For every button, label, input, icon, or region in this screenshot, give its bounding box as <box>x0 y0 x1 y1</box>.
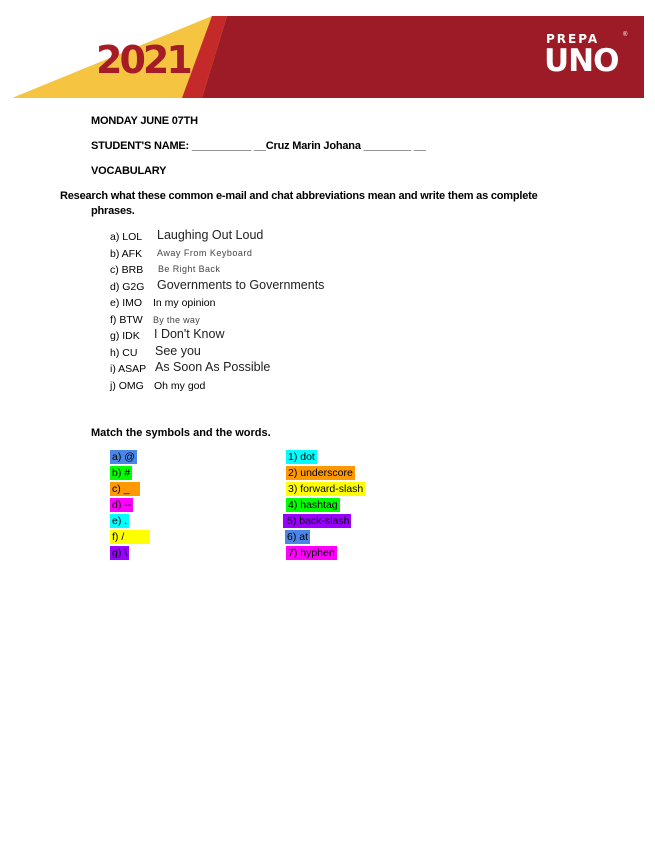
answer: See you <box>155 343 201 358</box>
word-item: 5) back-slash <box>283 514 351 528</box>
abbreviation: b) AFK <box>110 247 143 260</box>
answer: Governments to Governments <box>157 277 325 292</box>
word-item: 3) forward-slash <box>288 483 364 495</box>
abbreviation: i) ASAP <box>110 363 147 375</box>
answer: Oh my god <box>154 379 206 392</box>
symbol-item: b) # <box>112 467 131 479</box>
word-item: 7) hyphen <box>288 547 335 559</box>
match-title: Match the symbols and the words. <box>91 427 271 439</box>
brand-logo-top: PREPA <box>546 32 600 46</box>
abbreviation: e) IMO <box>110 297 143 309</box>
abbreviation: g) IDK <box>110 330 140 342</box>
answer: By the way <box>153 314 201 325</box>
registered-mark: ® <box>623 32 628 38</box>
answer: I Don't Know <box>154 327 225 341</box>
abbreviation: j) OMG <box>110 379 144 392</box>
instructions-line-2: phrases. <box>91 205 135 217</box>
instructions <box>60 189 620 219</box>
date-heading: MONDAY JUNE 07TH <box>91 115 198 127</box>
instructions-line-1: Research what these common e-mail and chat abbreviations mean and write them as complete <box>60 190 538 202</box>
answer: Be Right Back <box>158 264 221 274</box>
student-name-line <box>91 140 426 152</box>
symbol-item: f) / <box>110 530 150 544</box>
answer: As Soon As Possible <box>155 360 271 374</box>
student-name-value: __________ __Cruz Marin Johana ________ __ <box>191 140 426 152</box>
abbreviation: c) BRB <box>110 264 144 276</box>
year-logo: 2021 <box>96 38 190 82</box>
abbreviation: h) CU <box>110 346 138 359</box>
student-name-label: STUDENT'S NAME: <box>91 140 190 152</box>
symbol-item: g) \ <box>112 547 128 559</box>
answer: In my opinion <box>153 297 216 309</box>
symbol-item: e) . <box>112 515 128 527</box>
symbol-item: a) @ <box>112 451 135 463</box>
word-item: 4) hashtag <box>288 499 338 511</box>
section-title: VOCABULARY <box>91 165 167 177</box>
symbol-item: d) -- <box>112 499 132 511</box>
abbreviation: a) LOL <box>110 231 143 243</box>
answer: Laughing Out Loud <box>157 228 264 242</box>
abbreviation: d) G2G <box>110 280 145 293</box>
answer: Away From Keyboard <box>157 247 253 258</box>
symbol-item: c) _ <box>110 482 140 496</box>
word-item: 1) dot <box>288 451 315 463</box>
brand-logo-main: UNO <box>544 43 619 79</box>
abbreviation: f) BTW <box>110 313 143 326</box>
word-item: 6) at <box>287 531 309 543</box>
word-item: 2) underscore <box>288 467 353 479</box>
